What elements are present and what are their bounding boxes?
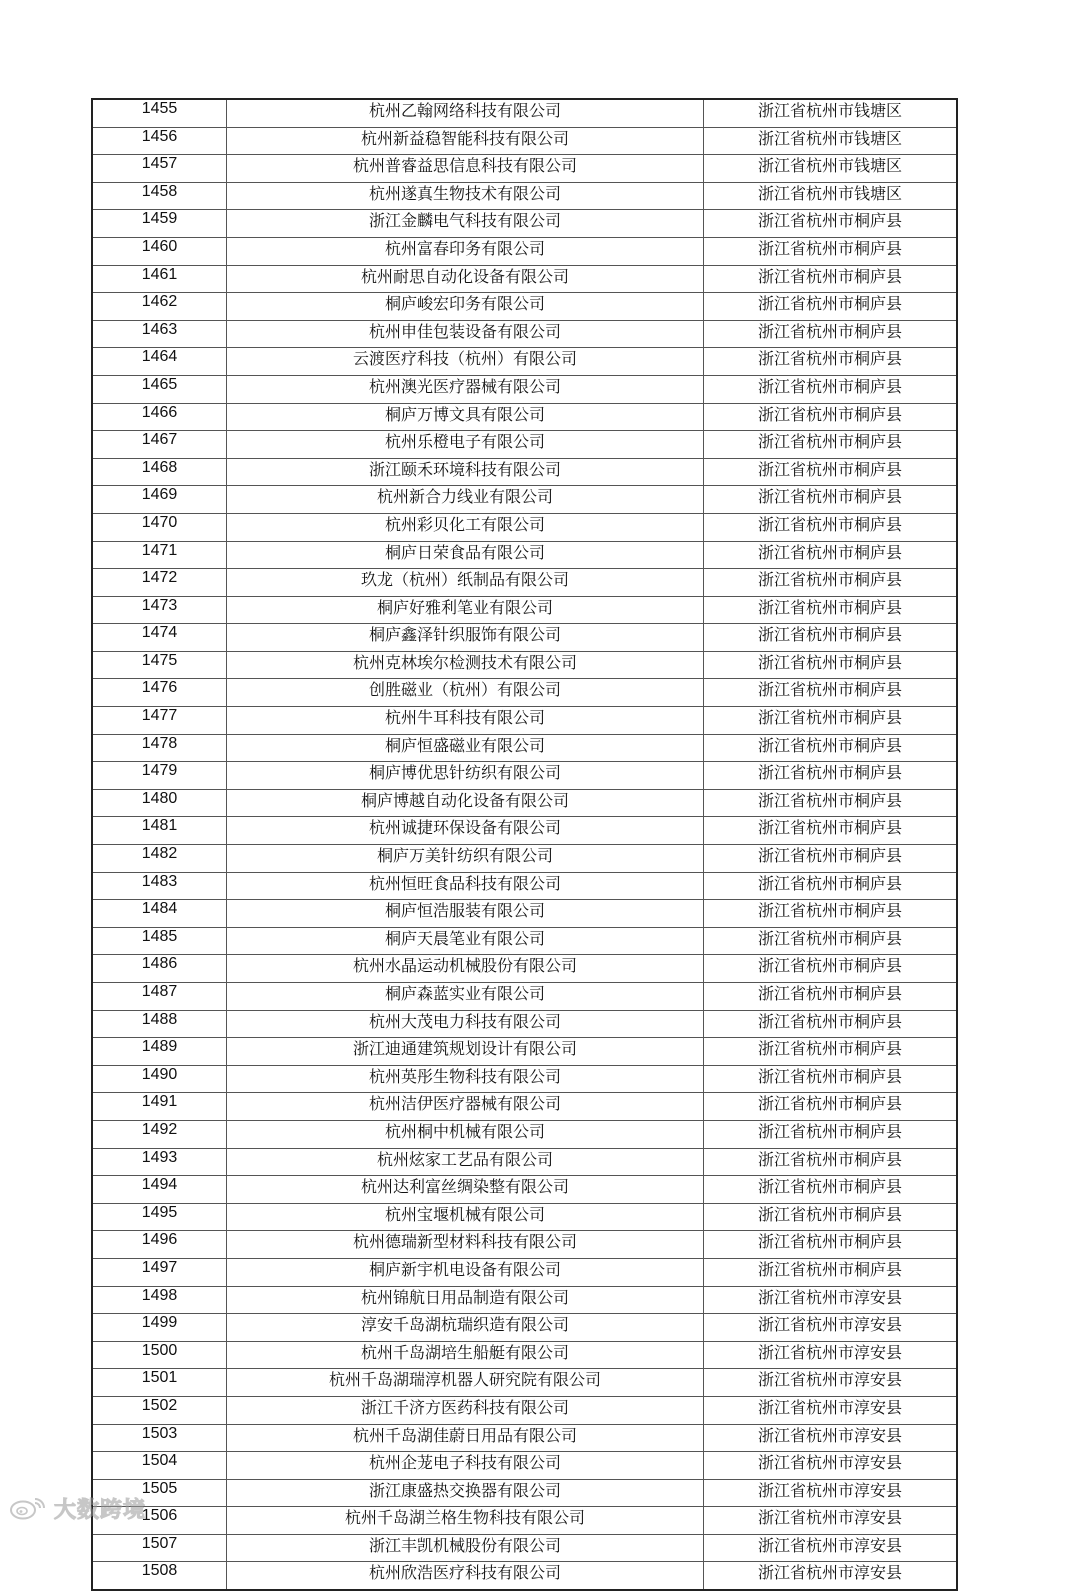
company-name-cell: 杭州耐思自动化设备有限公司: [227, 265, 704, 293]
table-row: [92, 569, 957, 597]
row-number-cell: 1488: [92, 1010, 227, 1038]
region-cell: 浙江省杭州市桐庐县: [704, 265, 958, 293]
row-number-cell: 1507: [92, 1534, 227, 1562]
row-number-cell: 1460: [92, 237, 227, 265]
region-cell: 浙江省杭州市桐庐县: [704, 1231, 958, 1259]
company-name-cell: 杭州富春印务有限公司: [227, 237, 704, 265]
row-number-cell: 1484: [92, 900, 227, 928]
table-row: [92, 817, 957, 845]
region-cell: 浙江省杭州市桐庐县: [704, 348, 958, 376]
company-name-cell: 杭州遂真生物技术有限公司: [227, 182, 704, 210]
table-row: [92, 1286, 957, 1314]
table-body: [92, 99, 957, 1590]
region-cell: 浙江省杭州市桐庐县: [704, 431, 958, 459]
row-number-cell: 1496: [92, 1231, 227, 1259]
table-row: [92, 1369, 957, 1397]
row-number-cell: 1497: [92, 1258, 227, 1286]
company-name-cell: 桐庐万美针纺织有限公司: [227, 845, 704, 873]
company-name-cell: 杭州宝堰机械有限公司: [227, 1203, 704, 1231]
row-number-cell: 1464: [92, 348, 227, 376]
region-cell: 浙江省杭州市淳安县: [704, 1286, 958, 1314]
region-cell: 浙江省杭州市桐庐县: [704, 1176, 958, 1204]
row-number-cell: 1479: [92, 762, 227, 790]
table-row: [92, 403, 957, 431]
region-cell: 浙江省杭州市桐庐县: [704, 458, 958, 486]
company-name-cell: 杭州洁伊医疗器械有限公司: [227, 1093, 704, 1121]
company-name-cell: 浙江康盛热交换器有限公司: [227, 1479, 704, 1507]
company-name-cell: 杭州德瑞新型材料科技有限公司: [227, 1231, 704, 1259]
company-name-cell: 杭州达利富丝绸染整有限公司: [227, 1176, 704, 1204]
row-number-cell: 1461: [92, 265, 227, 293]
table-row: [92, 1452, 957, 1480]
company-name-cell: 桐庐日荣食品有限公司: [227, 541, 704, 569]
table-row: [92, 734, 957, 762]
company-name-cell: 杭州新益稳智能科技有限公司: [227, 127, 704, 155]
region-cell: 浙江省杭州市桐庐县: [704, 237, 958, 265]
region-cell: 浙江省杭州市桐庐县: [704, 872, 958, 900]
table-row: [92, 872, 957, 900]
company-name-cell: 杭州彩贝化工有限公司: [227, 513, 704, 541]
row-number-cell: 1500: [92, 1341, 227, 1369]
row-number-cell: 1491: [92, 1093, 227, 1121]
company-name-cell: 桐庐博越自动化设备有限公司: [227, 789, 704, 817]
table-row: [92, 1479, 957, 1507]
table-row: [92, 99, 957, 127]
row-number-cell: 1476: [92, 679, 227, 707]
region-cell: 浙江省杭州市淳安县: [704, 1341, 958, 1369]
table-row: [92, 1176, 957, 1204]
table-row: [92, 1424, 957, 1452]
region-cell: 浙江省杭州市钱塘区: [704, 155, 958, 183]
table-row: [92, 348, 957, 376]
row-number-cell: 1506: [92, 1507, 227, 1535]
row-number-cell: 1498: [92, 1286, 227, 1314]
region-cell: 浙江省杭州市桐庐县: [704, 817, 958, 845]
region-cell: 浙江省杭州市桐庐县: [704, 293, 958, 321]
company-name-cell: 桐庐森蓝实业有限公司: [227, 983, 704, 1011]
company-name-cell: 杭州澳光医疗器械有限公司: [227, 375, 704, 403]
company-list-table: [91, 98, 958, 1591]
row-number-cell: 1494: [92, 1176, 227, 1204]
region-cell: 浙江省杭州市淳安县: [704, 1369, 958, 1397]
company-name-cell: 杭州新合力线业有限公司: [227, 486, 704, 514]
region-cell: 浙江省杭州市桐庐县: [704, 513, 958, 541]
row-number-cell: 1478: [92, 734, 227, 762]
row-number-cell: 1463: [92, 320, 227, 348]
company-name-cell: 桐庐恒盛磁业有限公司: [227, 734, 704, 762]
region-cell: 浙江省杭州市桐庐县: [704, 1065, 958, 1093]
table-row: [92, 1093, 957, 1121]
region-cell: 浙江省杭州市桐庐县: [704, 789, 958, 817]
region-cell: 浙江省杭州市桐庐县: [704, 403, 958, 431]
company-name-cell: 杭州千岛湖培生船艇有限公司: [227, 1341, 704, 1369]
region-cell: 浙江省杭州市桐庐县: [704, 486, 958, 514]
company-name-cell: 桐庐恒浩服装有限公司: [227, 900, 704, 928]
company-name-cell: 桐庐万博文具有限公司: [227, 403, 704, 431]
row-number-cell: 1503: [92, 1424, 227, 1452]
row-number-cell: 1481: [92, 817, 227, 845]
row-number-cell: 1458: [92, 182, 227, 210]
region-cell: 浙江省杭州市淳安县: [704, 1562, 958, 1590]
table-row: [92, 320, 957, 348]
row-number-cell: 1474: [92, 624, 227, 652]
row-number-cell: 1473: [92, 596, 227, 624]
row-number-cell: 1492: [92, 1120, 227, 1148]
row-number-cell: 1499: [92, 1314, 227, 1342]
row-number-cell: 1457: [92, 155, 227, 183]
region-cell: 浙江省杭州市桐庐县: [704, 679, 958, 707]
table-row: [92, 1507, 957, 1535]
table-row: [92, 1038, 957, 1066]
row-number-cell: 1456: [92, 127, 227, 155]
company-name-cell: 桐庐好雅利笔业有限公司: [227, 596, 704, 624]
table-row: [92, 679, 957, 707]
row-number-cell: 1462: [92, 293, 227, 321]
company-name-cell: 杭州恒旺食品科技有限公司: [227, 872, 704, 900]
region-cell: 浙江省杭州市钱塘区: [704, 127, 958, 155]
table-row: [92, 1120, 957, 1148]
company-name-cell: 杭州锦航日用品制造有限公司: [227, 1286, 704, 1314]
region-cell: 浙江省杭州市桐庐县: [704, 955, 958, 983]
table-row: [92, 513, 957, 541]
region-cell: 浙江省杭州市桐庐县: [704, 900, 958, 928]
company-name-cell: 桐庐天晨笔业有限公司: [227, 927, 704, 955]
row-number-cell: 1487: [92, 983, 227, 1011]
company-name-cell: 杭州炫家工艺品有限公司: [227, 1148, 704, 1176]
row-number-cell: 1482: [92, 845, 227, 873]
company-name-cell: 杭州申佳包装设备有限公司: [227, 320, 704, 348]
table-row: [92, 789, 957, 817]
table-row: [92, 541, 957, 569]
watermark: [8, 1492, 146, 1524]
region-cell: 浙江省杭州市桐庐县: [704, 734, 958, 762]
watermark-text: 大数跨境: [54, 1497, 147, 1523]
row-number-cell: 1486: [92, 955, 227, 983]
company-name-cell: 桐庐新宇机电设备有限公司: [227, 1258, 704, 1286]
row-number-cell: 1471: [92, 541, 227, 569]
table-row: [92, 237, 957, 265]
table-row: [92, 155, 957, 183]
region-cell: 浙江省杭州市桐庐县: [704, 1120, 958, 1148]
row-number-cell: 1501: [92, 1369, 227, 1397]
table-row: [92, 1065, 957, 1093]
region-cell: 浙江省杭州市桐庐县: [704, 624, 958, 652]
company-name-cell: 杭州大茂电力科技有限公司: [227, 1010, 704, 1038]
region-cell: 浙江省杭州市淳安县: [704, 1452, 958, 1480]
company-name-cell: 浙江千济方医药科技有限公司: [227, 1396, 704, 1424]
row-number-cell: 1468: [92, 458, 227, 486]
table-row: [92, 1258, 957, 1286]
row-number-cell: 1483: [92, 872, 227, 900]
company-name-cell: 杭州千岛湖佳蔚日用品有限公司: [227, 1424, 704, 1452]
region-cell: 浙江省杭州市桐庐县: [704, 569, 958, 597]
company-name-cell: 杭州企茏电子科技有限公司: [227, 1452, 704, 1480]
table-row: [92, 1148, 957, 1176]
table-row: [92, 1562, 957, 1590]
region-cell: 浙江省杭州市淳安县: [704, 1314, 958, 1342]
table-row: [92, 1010, 957, 1038]
table-row: [92, 458, 957, 486]
company-name-cell: 玖龙（杭州）纸制品有限公司: [227, 569, 704, 597]
region-cell: 浙江省杭州市桐庐县: [704, 1148, 958, 1176]
row-number-cell: 1469: [92, 486, 227, 514]
table-row: [92, 293, 957, 321]
company-name-cell: 杭州乐橙电子有限公司: [227, 431, 704, 459]
company-name-cell: 桐庐博优思针纺织有限公司: [227, 762, 704, 790]
company-name-cell: 杭州克林埃尔检测技术有限公司: [227, 651, 704, 679]
region-cell: 浙江省杭州市桐庐县: [704, 927, 958, 955]
row-number-cell: 1485: [92, 927, 227, 955]
company-name-cell: 浙江丰凯机械股份有限公司: [227, 1534, 704, 1562]
company-name-cell: 杭州诚捷环保设备有限公司: [227, 817, 704, 845]
row-number-cell: 1467: [92, 431, 227, 459]
region-cell: 浙江省杭州市桐庐县: [704, 210, 958, 238]
company-name-cell: 杭州千岛湖瑞淳机器人研究院有限公司: [227, 1369, 704, 1397]
company-name-cell: 创胜磁业（杭州）有限公司: [227, 679, 704, 707]
table-row: [92, 1534, 957, 1562]
table-row: [92, 762, 957, 790]
table-row: [92, 431, 957, 459]
row-number-cell: 1475: [92, 651, 227, 679]
company-name-cell: 杭州桐中机械有限公司: [227, 1120, 704, 1148]
table-row: [92, 210, 957, 238]
row-number-cell: 1493: [92, 1148, 227, 1176]
region-cell: 浙江省杭州市桐庐县: [704, 1038, 958, 1066]
row-number-cell: 1472: [92, 569, 227, 597]
region-cell: 浙江省杭州市桐庐县: [704, 1258, 958, 1286]
row-number-cell: 1466: [92, 403, 227, 431]
company-name-cell: 桐庐鑫泽针织服饰有限公司: [227, 624, 704, 652]
table-row: [92, 651, 957, 679]
company-name-cell: 杭州乙翰网络科技有限公司: [227, 99, 704, 127]
row-number-cell: 1489: [92, 1038, 227, 1066]
table-row: [92, 375, 957, 403]
row-number-cell: 1495: [92, 1203, 227, 1231]
table-row: [92, 1231, 957, 1259]
region-cell: 浙江省杭州市桐庐县: [704, 983, 958, 1011]
region-cell: 浙江省杭州市淳安县: [704, 1507, 958, 1535]
table-row: [92, 127, 957, 155]
region-cell: 浙江省杭州市淳安县: [704, 1424, 958, 1452]
table-row: [92, 1341, 957, 1369]
region-cell: 浙江省杭州市桐庐县: [704, 762, 958, 790]
company-name-cell: 云渡医疗科技（杭州）有限公司: [227, 348, 704, 376]
region-cell: 浙江省杭州市淳安县: [704, 1396, 958, 1424]
table-row: [92, 182, 957, 210]
table-row: [92, 624, 957, 652]
region-cell: 浙江省杭州市桐庐县: [704, 1010, 958, 1038]
region-cell: 浙江省杭州市桐庐县: [704, 707, 958, 735]
row-number-cell: 1504: [92, 1452, 227, 1480]
company-name-cell: 浙江金麟电气科技有限公司: [227, 210, 704, 238]
company-name-cell: 杭州欣浩医疗科技有限公司: [227, 1562, 704, 1590]
table-row: [92, 900, 957, 928]
table-row: [92, 927, 957, 955]
region-cell: 浙江省杭州市桐庐县: [704, 320, 958, 348]
table-row: [92, 596, 957, 624]
company-name-cell: 杭州普睿益思信息科技有限公司: [227, 155, 704, 183]
company-name-cell: 杭州牛耳科技有限公司: [227, 707, 704, 735]
table-row: [92, 845, 957, 873]
row-number-cell: 1455: [92, 99, 227, 127]
table-row: [92, 707, 957, 735]
region-cell: 浙江省杭州市桐庐县: [704, 1093, 958, 1121]
region-cell: 浙江省杭州市桐庐县: [704, 651, 958, 679]
row-number-cell: 1465: [92, 375, 227, 403]
table-row: [92, 1396, 957, 1424]
row-number-cell: 1480: [92, 789, 227, 817]
table-row: [92, 486, 957, 514]
company-name-cell: 桐庐峻宏印务有限公司: [227, 293, 704, 321]
row-number-cell: 1477: [92, 707, 227, 735]
region-cell: 浙江省杭州市钱塘区: [704, 182, 958, 210]
region-cell: 浙江省杭州市桐庐县: [704, 1203, 958, 1231]
row-number-cell: 1470: [92, 513, 227, 541]
company-name-cell: 杭州英彤生物科技有限公司: [227, 1065, 704, 1093]
row-number-cell: 1490: [92, 1065, 227, 1093]
company-name-cell: 杭州千岛湖兰格生物科技有限公司: [227, 1507, 704, 1535]
company-name-cell: 淳安千岛湖杭瑞织造有限公司: [227, 1314, 704, 1342]
table-row: [92, 983, 957, 1011]
row-number-cell: 1459: [92, 210, 227, 238]
company-name-cell: 杭州水晶运动机械股份有限公司: [227, 955, 704, 983]
table-row: [92, 265, 957, 293]
region-cell: 浙江省杭州市淳安县: [704, 1534, 958, 1562]
region-cell: 浙江省杭州市桐庐县: [704, 375, 958, 403]
table-row: [92, 955, 957, 983]
weibo-logo-icon: [8, 1495, 48, 1521]
company-name-cell: 浙江颐禾环境科技有限公司: [227, 458, 704, 486]
company-name-cell: 浙江迪通建筑规划设计有限公司: [227, 1038, 704, 1066]
region-cell: 浙江省杭州市淳安县: [704, 1479, 958, 1507]
row-number-cell: 1505: [92, 1479, 227, 1507]
row-number-cell: 1502: [92, 1396, 227, 1424]
region-cell: 浙江省杭州市钱塘区: [704, 99, 958, 127]
table-row: [92, 1203, 957, 1231]
region-cell: 浙江省杭州市桐庐县: [704, 845, 958, 873]
region-cell: 浙江省杭州市桐庐县: [704, 541, 958, 569]
region-cell: 浙江省杭州市桐庐县: [704, 596, 958, 624]
table-row: [92, 1314, 957, 1342]
row-number-cell: 1508: [92, 1562, 227, 1590]
